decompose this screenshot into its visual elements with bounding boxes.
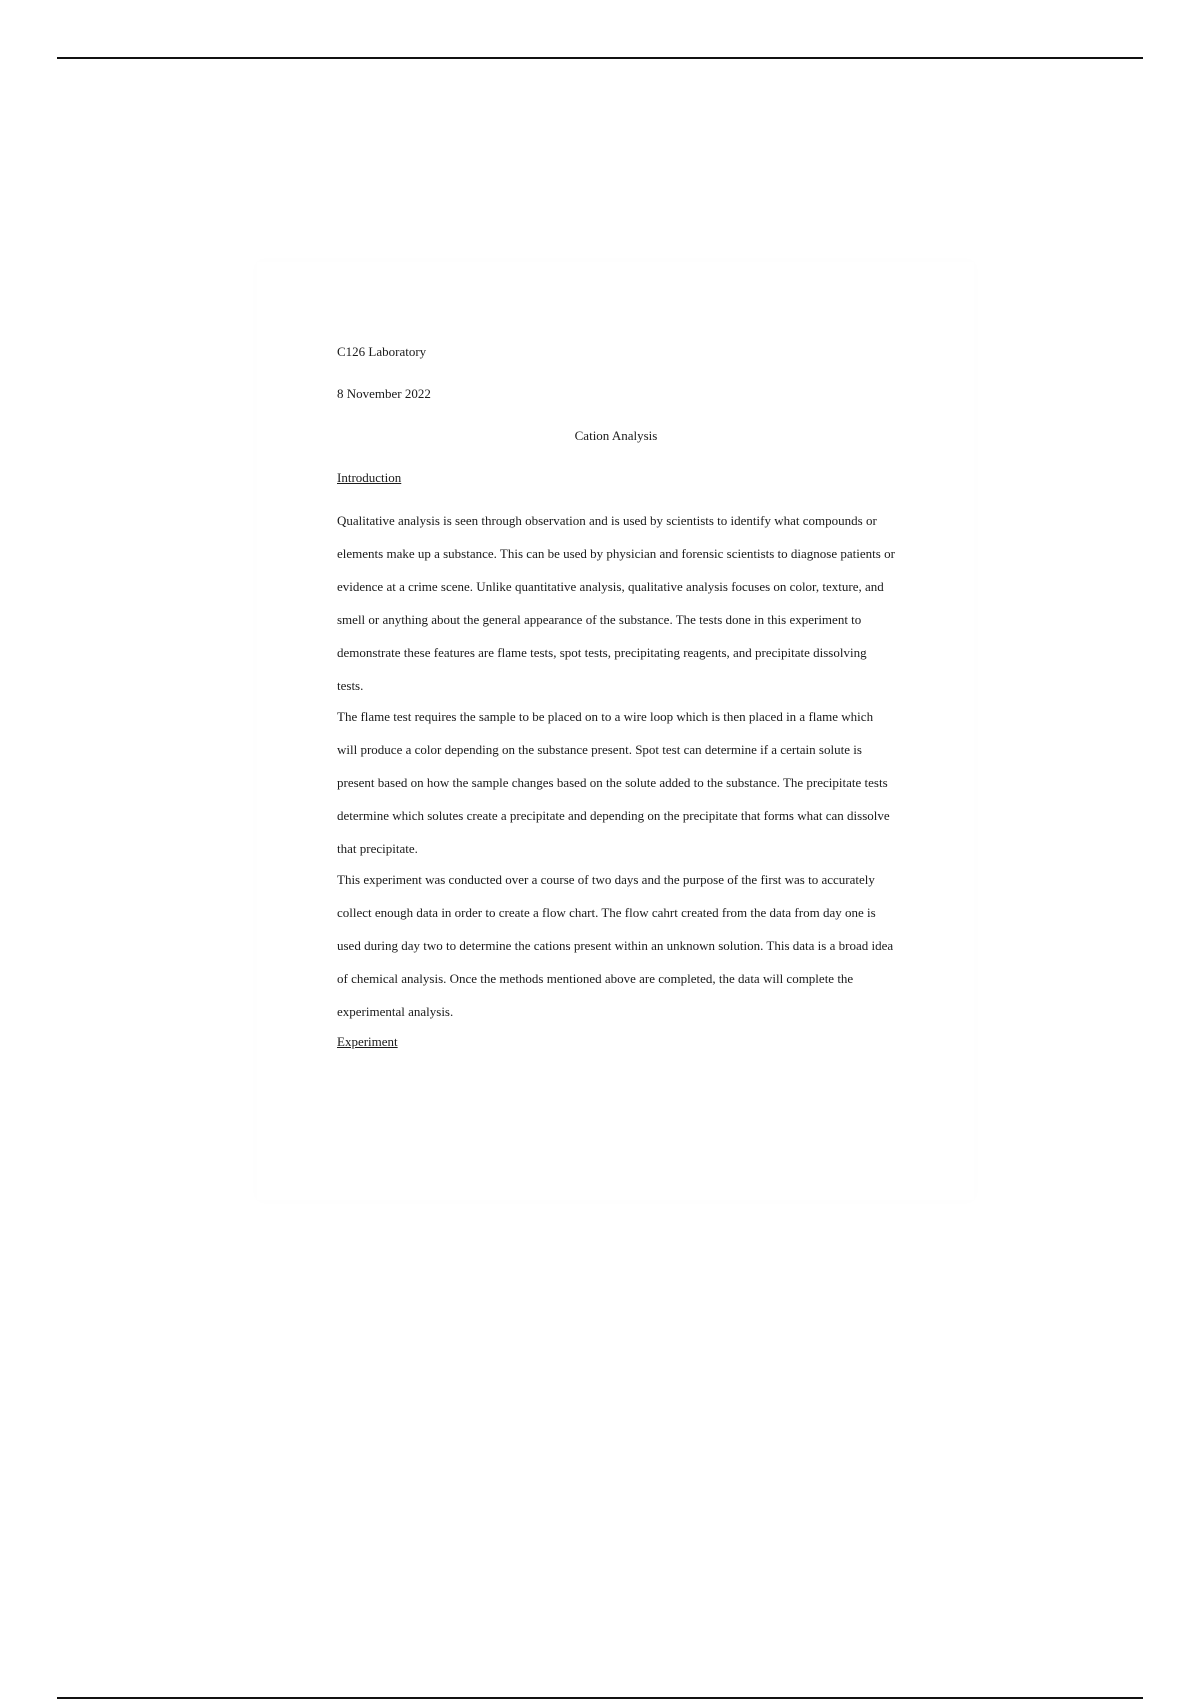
section-heading-experiment [337,1032,895,1052]
bottom-border-rule [57,1697,1143,1699]
intro-paragraph-3: This experiment was conducted over a course of two days and the purpose of the first was to accurately collect enough data in order to create a flow chart. The flow cahrt created from the data from day one is used during day two to determine the cations present within an unknown solution. This data is a broad idea of chemical analysis. Once the methods mentioned above are completed, the data will complete the experimental analysis. [337,872,894,1019]
top-border-rule [57,57,1143,59]
document-date: 8 November 2022 [337,386,431,401]
document-page [257,262,974,1200]
document-title: Cation Analysis [574,428,658,443]
intro-paragraph-2: The flame test requires the sample to be placed on to a wire loop which is then placed in a flame which will produce a color depending on the substance present. Spot test can determine if a certain solute is present based on how the sample changes based on the solute added to the substance. The precipitate tests determine which solutes create a precipitate and depending on the precipitate that forms what can dissolve that precipitate. [337,709,890,856]
section-heading-experiment-text: Experiment [337,1034,398,1049]
document-content [337,342,895,1074]
intro-paragraph-1: Qualitative analysis is seen through observation and is used by scientists to identify what compounds or elements make up a substance. This can be used by physician and forensic scientists to diagnose patients or evidence at a crime scene. Unlike quantitative analysis, qualitative analysis focuses on color, texture, and smell or anything about the general appearance of the substance. The tests done in this experiment to demonstrate these features are flame tests, spot tests, precipitating reagents, and precipitate dissolving tests. [337,513,895,693]
course-name: C126 Laboratory [337,344,427,359]
section-heading-introduction [337,468,895,488]
section-heading-introduction-text: Introduction [337,470,402,485]
